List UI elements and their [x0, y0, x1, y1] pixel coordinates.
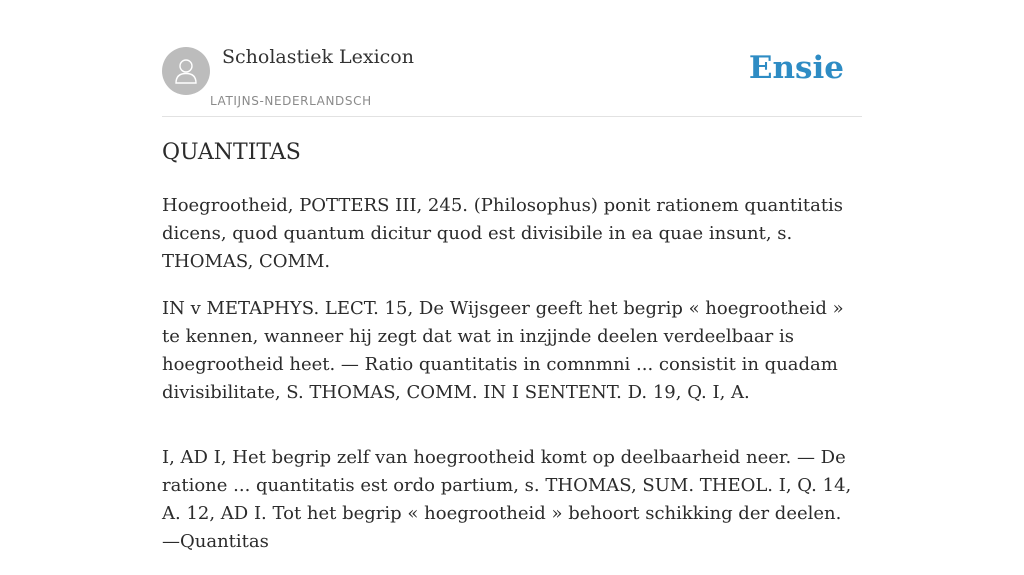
user-icon [171, 56, 201, 86]
entry-body [162, 192, 862, 575]
entry-paragraph: IN v METAPHYS. LECT. 15, De Wijsgeer geeft het begrip « hoegrootheid » te kennen, wanneer hij zegt dat wat in inzjjnde deelen verdeelbaar is hoegrootheid heet. — Ratio quantitatis in comnmni ... consistit in quadam divisibilitate, S. THOMAS, COMM. IN I SENTENT. D. 19, Q. I, A. [162, 298, 844, 403]
entry-paragraph: I, AD I, Het begrip zelf van hoegrootheid komt op deelbaarheid neer. — De ratione ... quantitatis est ordo partium, s. THOMAS, SUM. THEOL. I, Q. 14, A. 12, AD I. Tot het begrip « hoegrootheid » behoort schikking der deelen. —Quantitas [162, 447, 852, 552]
site-header [162, 0, 862, 117]
site-subtitle: LATIJNS-NEDERLANDSCH [210, 94, 372, 108]
entry-paragraph: Hoegrootheid, POTTERS III, 245. (Philosophus) ponit rationem quantitatis dicens, quod quantum dicitur quod est divisibile in ea quae insunt, s. THOMAS, COMM. [162, 195, 844, 272]
site-title[interactable]: Scholastiek Lexicon [222, 46, 414, 68]
avatar[interactable] [162, 47, 210, 95]
lexicon-page [162, 0, 862, 552]
entry-title: QUANTITAS [162, 140, 301, 165]
brand-logo[interactable]: Ensie [748, 50, 844, 86]
